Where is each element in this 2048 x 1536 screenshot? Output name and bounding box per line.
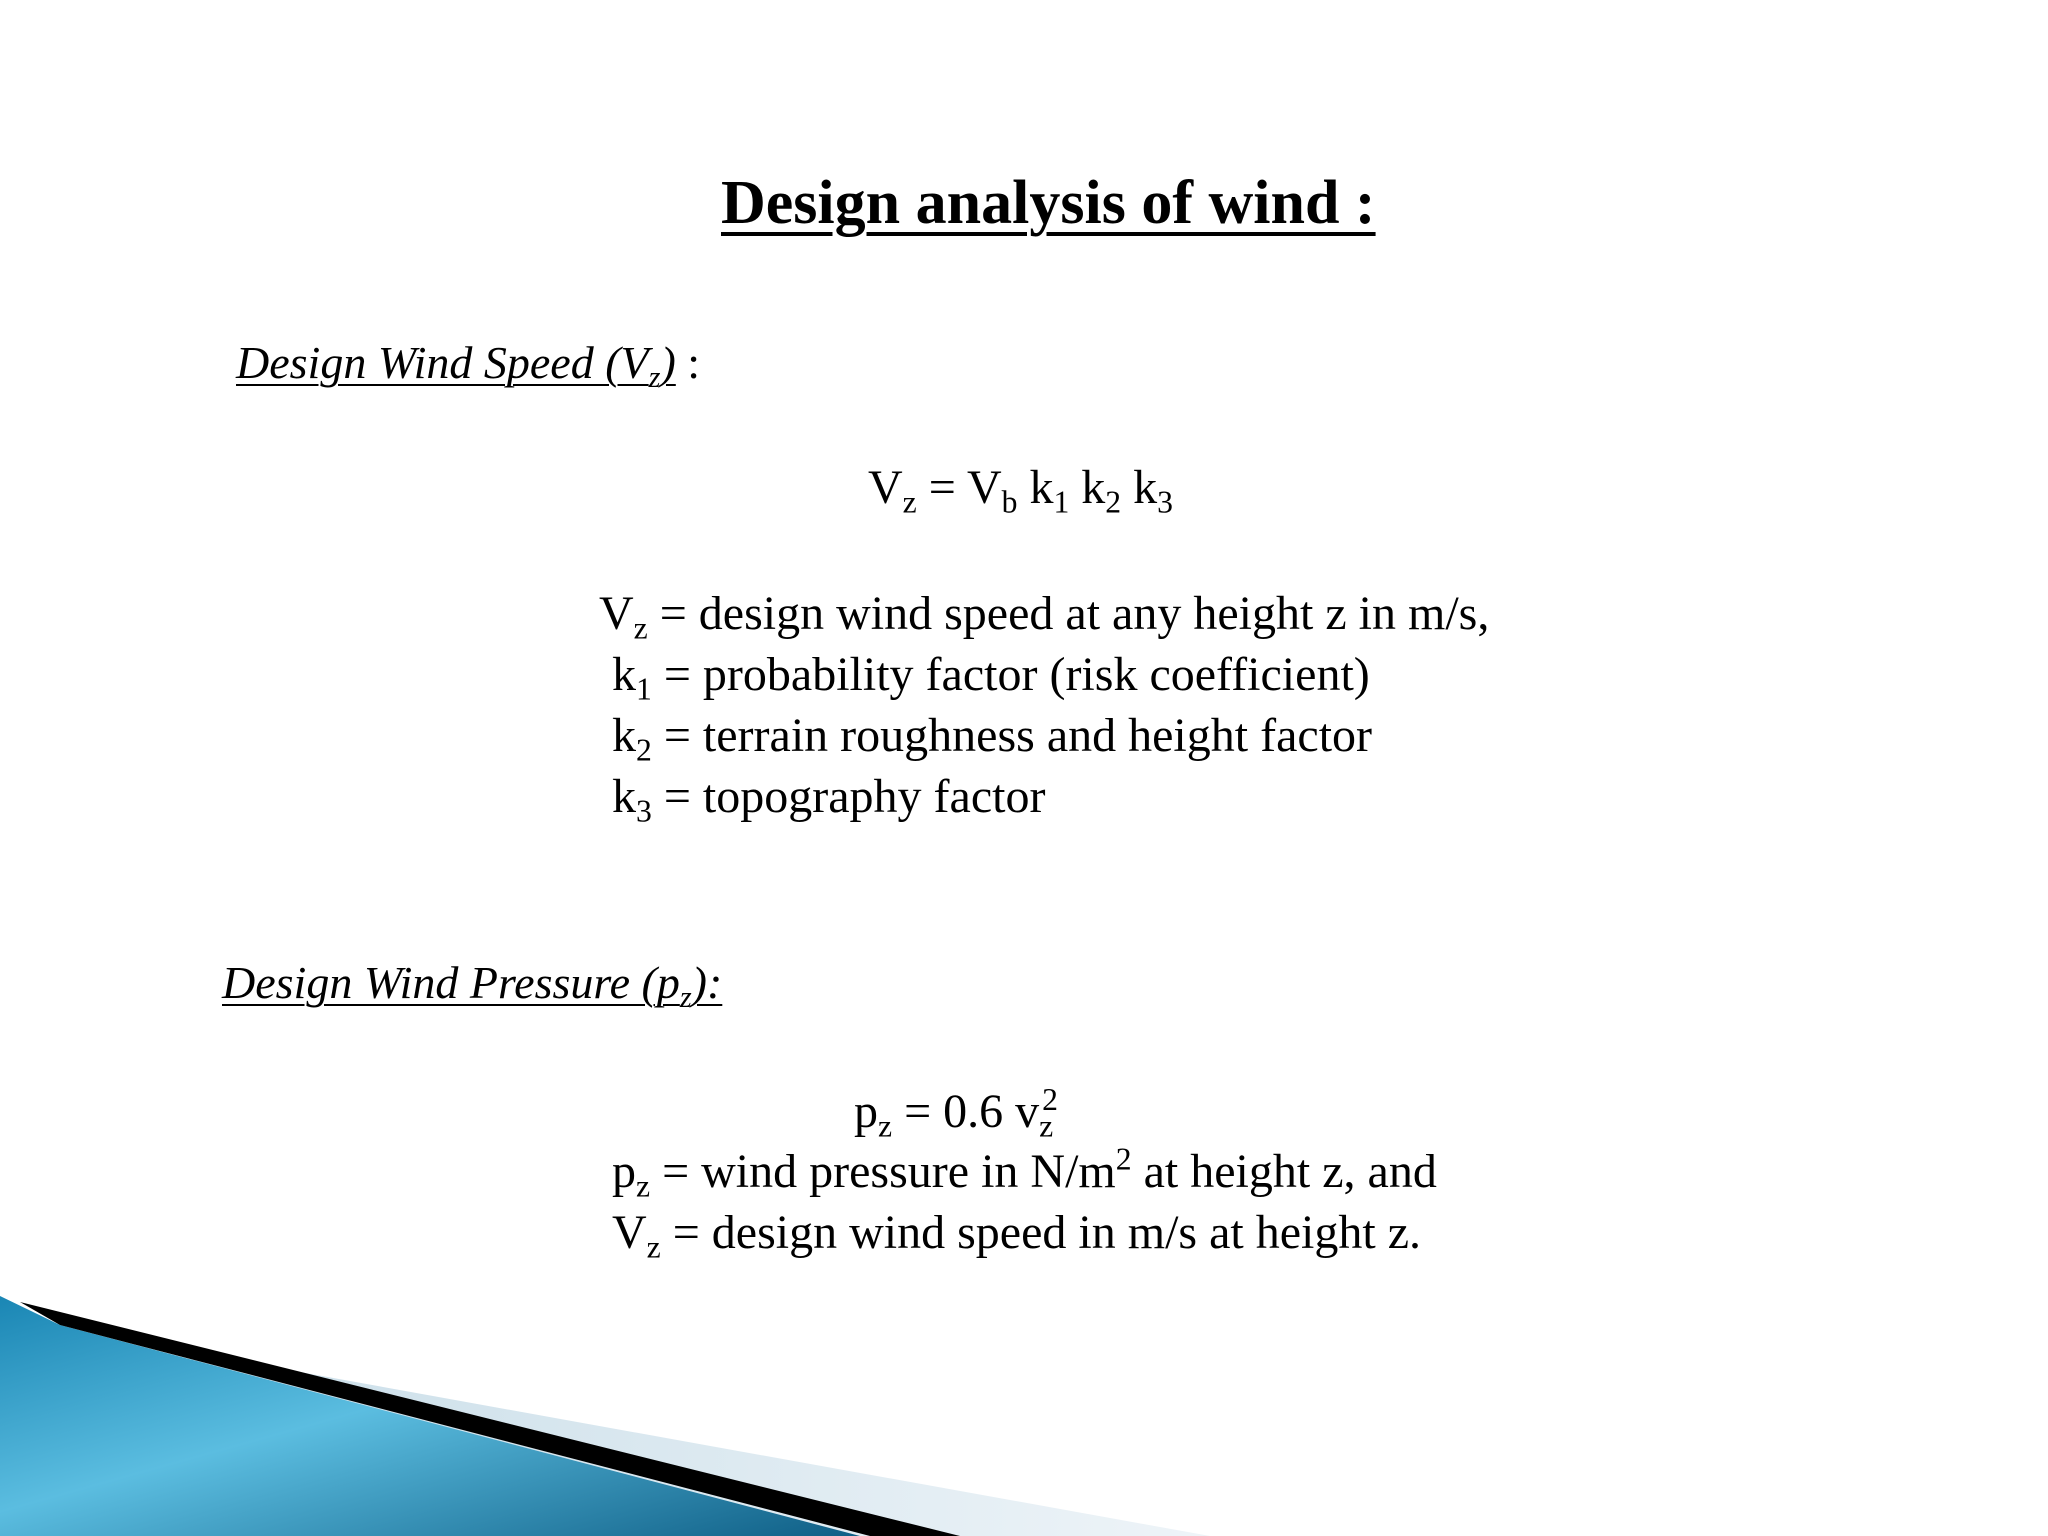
definition-text-continued: at height z, and	[1131, 1145, 1437, 1198]
definition-sub: z	[646, 1229, 661, 1265]
wind-speed-formula	[868, 461, 1173, 520]
formula-lhs-sub: z	[902, 484, 917, 520]
wind-pressure-heading-sub: z	[679, 980, 692, 1015]
definition-vz	[599, 587, 1490, 646]
slide-title: Design analysis of wind :	[721, 169, 1376, 237]
wind-speed-heading	[236, 337, 701, 395]
formula-v: V	[966, 461, 1002, 514]
wind-pressure-heading	[222, 957, 723, 1015]
formula-equals: =	[916, 461, 967, 514]
formula-v-sub: b	[1001, 484, 1018, 520]
definition-k1	[612, 648, 1370, 707]
definition-sub: 1	[636, 671, 652, 707]
definition-text: = probability factor (risk coefficient)	[651, 648, 1370, 701]
definition-var: k	[612, 709, 636, 762]
definition-sup: 2	[1115, 1141, 1132, 1177]
formula-lhs-var: V	[868, 461, 903, 514]
definition-sub: 3	[636, 793, 652, 829]
wind-speed-heading-sub: z	[648, 360, 661, 395]
formula-k1-sub: 1	[1053, 484, 1070, 520]
definition-sub: z	[636, 1168, 651, 1204]
definition-text: = design wind speed at any height z in m/s,	[647, 587, 1490, 640]
wind-pressure-formula	[854, 1081, 1058, 1144]
definition-text: = wind pressure in N/m	[650, 1145, 1116, 1198]
wind-speed-heading-prefix: Design Wind Speed (V	[236, 337, 649, 388]
wind-pressure-heading-prefix: Design Wind Pressure (p	[222, 957, 680, 1008]
definition-sub: z	[633, 610, 648, 646]
definition-var: V	[599, 587, 634, 640]
definition-var: k	[612, 770, 636, 823]
wind-speed-heading-suffix: )	[660, 337, 676, 388]
formula-lhs-sub: z	[878, 1108, 893, 1144]
definition-k2	[612, 709, 1373, 768]
definition-var: k	[612, 648, 636, 701]
wind-speed-heading-colon: :	[675, 337, 701, 388]
definition-text: = design wind speed in m/s at height z.	[660, 1206, 1422, 1259]
formula-rhs-sup: 2	[1042, 1081, 1058, 1117]
definition-text: = topography factor	[651, 770, 1046, 823]
definition-pz	[612, 1141, 1437, 1204]
definition-var: V	[612, 1206, 647, 1259]
formula-lhs-var: p	[854, 1085, 878, 1138]
formula-k3: k	[1121, 461, 1158, 514]
formula-rhs-sub: z	[1039, 1108, 1054, 1144]
definition-text: = terrain roughness and height factor	[651, 709, 1373, 762]
formula-rhs: = 0.6 v	[892, 1085, 1040, 1138]
wind-pressure-heading-suffix: ):	[691, 957, 723, 1008]
definition-k3	[612, 770, 1046, 829]
formula-k3-sub: 3	[1157, 484, 1173, 520]
formula-k2-sub: 2	[1105, 484, 1122, 520]
definition-sub: 2	[636, 732, 652, 768]
formula-k2: k	[1069, 461, 1106, 514]
formula-k1: k	[1017, 461, 1054, 514]
definition-var: p	[612, 1145, 636, 1198]
definition-vz-pressure	[612, 1206, 1422, 1265]
